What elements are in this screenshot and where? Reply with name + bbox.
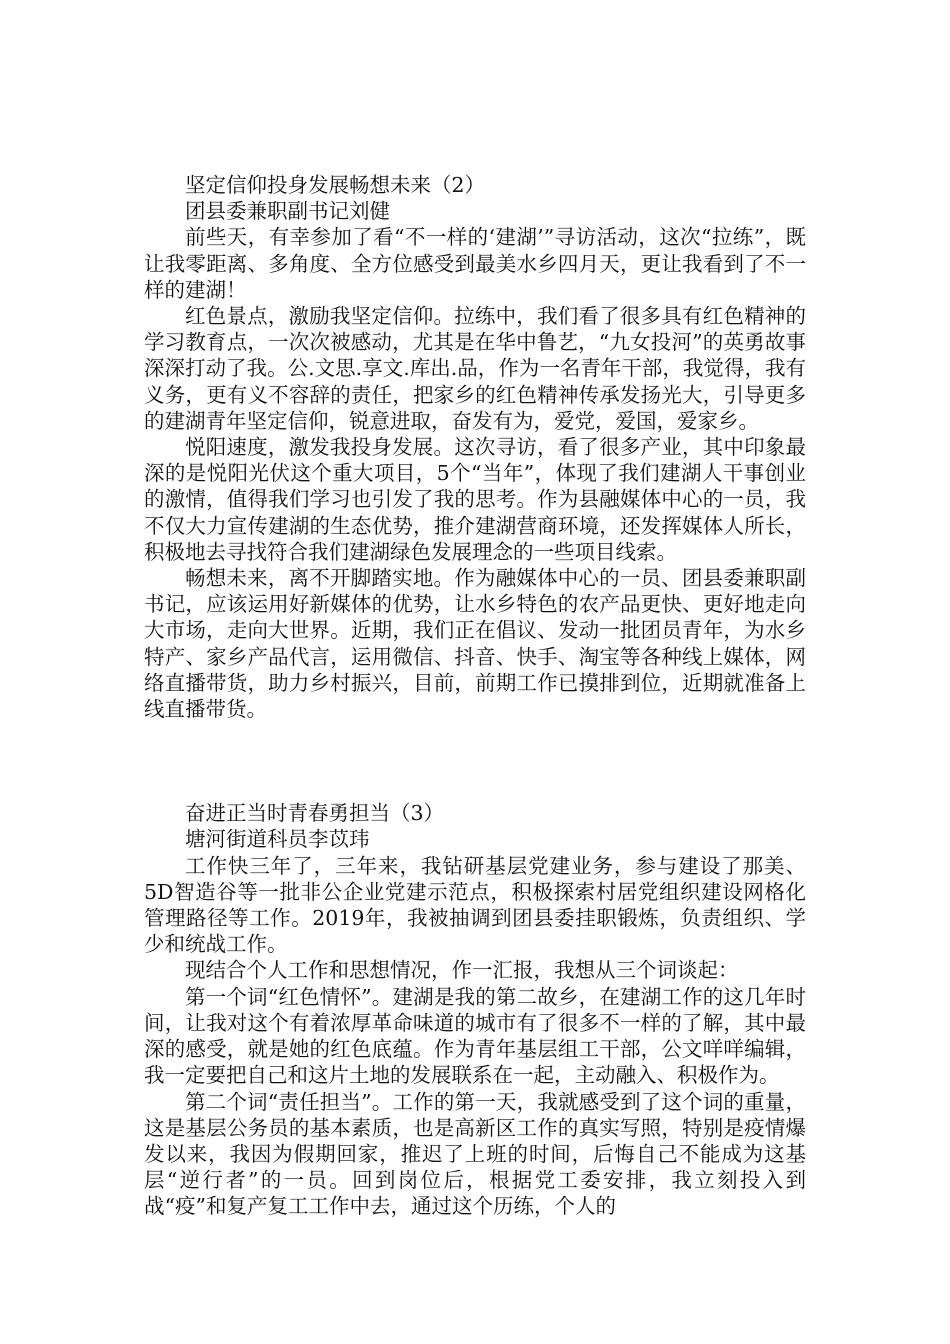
article-1-paragraph-1: 前些天，有幸参加了看“不一样的‘建湖’”寻访活动，这次“拉练”，既让我零距离、多角度、全方位感受到最美水乡四月天，更让我看到了不一样的建湖！ xyxy=(144,225,806,302)
article-1-paragraph-4: 畅想未来，离不开脚踏实地。作为融媒体中心的一员、团县委兼职副书记，应该运用好新媒体的优势，让水乡特色的农产品更快、更好地走向大市场，走向大世界。近期，我们正在倡议、发动一批团员青年，为水乡特产、家乡产品代言，运用微信、抖音、快手、淘宝等各种线上媒体，网络直播带货，助力乡村振兴，目前，前期工作已摸排到位，近期就准备上线直播带货。 xyxy=(144,566,806,722)
article-1 xyxy=(144,172,806,722)
document-page xyxy=(144,172,806,1220)
article-2-paragraph-1: 工作快三年了，三年来，我钻研基层党建业务，参与建设了那美、5D智造谷等一批非公企业党建示范点，积极探索村居党组织建设网格化管理路径等工作。2019年，我被抽调到团县委挂职锻炼，负责组织、学少和统战工作。 xyxy=(144,853,806,957)
article-1-title: 坚定信仰投身发展畅想未来（2） xyxy=(185,173,486,197)
article-1-paragraph-2: 红色景点，激励我坚定信仰。拉练中，我们看了很多具有红色精神的学习教育点，一次次被感动，尤其是在华中鲁艺，“九女投河”的英勇故事深深打动了我。公.文思.享文.库出.品，作为一名青年干部，我觉得，我有义务，更有义不容辞的责任，把家乡的红色精神传承发扬光大，引导更多的建湖青年坚定信仰，锐意进取，奋发有为，爱党，爱国，爱家乡。 xyxy=(144,304,806,433)
article-1-author: 团县委兼职副书记刘健 xyxy=(185,199,390,224)
article-2-paragraph-3: 第一个词“红色情怀”。建湖是我的第二故乡，在建湖工作的这几年时间，让我对这个有着浓厚革命味道的城市有了很多不一样的了解，其中最深的感受，就是她的红色底蕴。作为青年基层组工干部，公文咩咩编辑，我一定要把自己和这片土地的发展联系在一起，主动融入、积极作为。 xyxy=(144,984,806,1088)
article-1-paragraph-3: 悦阳速度，激发我投身发展。这次寻访，看了很多产业，其中印象最深的是悦阳光伏这个重大项目，5个“当年”，体现了我们建湖人干事创业的激情，值得我们学习也引发了我的思考。作为县融媒体中心的一员，我不仅大力宣传建湖的生态优势，推介建湖营商环境，还发挥媒体人所长，积极地去寻找符合我们建湖绿色发展理念的一些项目线索。 xyxy=(144,435,806,564)
article-2-paragraph-2: 现结合个人工作和思想情况，作一汇报，我想从三个词谈起： xyxy=(185,958,739,983)
section-spacer xyxy=(144,722,806,800)
article-2-title: 奋进正当时青春勇担当（3） xyxy=(185,801,445,826)
article-2-paragraph-4: 第二个词“责任担当”。工作的第一天，我就感受到了这个词的重量，这是基层公务员的基本素质，也是高新区工作的真实写照，特别是疫情爆发以来，我因为假期回家，推迟了上班的时间，后悔自己不能成为这基层“逆行者”的一员。回到岗位后，根据党工委安排，我立刻投入到战“疫”和复产复工工作中去，通过这个历练，个人的 xyxy=(144,1089,806,1219)
article-2 xyxy=(144,800,806,1219)
article-2-author: 塘河街道科员李苡玮 xyxy=(185,827,370,852)
